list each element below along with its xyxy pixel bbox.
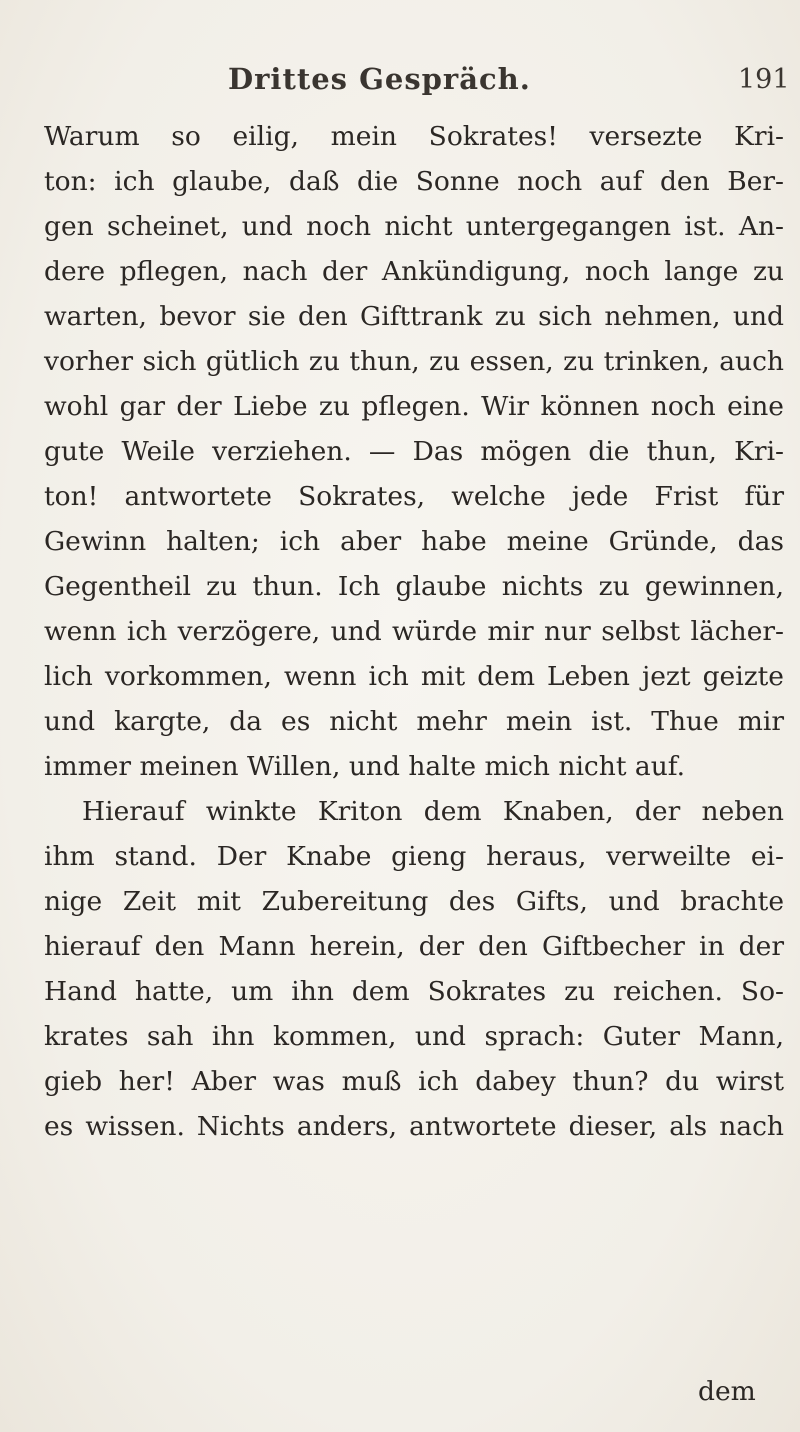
text-line: Warum so eilig, mein Sokrates! versezte Kri- [44,121,784,152]
text-line: es wissen. Nichts anders, antwortete dieser, als nach [44,1111,784,1142]
text-line: und kargte, da es nicht mehr mein ist. Thue mir [44,706,784,737]
text-line: Hierauf winkte Kriton dem Knaben, der neben [82,796,784,827]
text-line: Gegentheil zu thun. Ich glaube nichts zu gewinnen, [44,571,784,602]
text-line: nige Zeit mit Zubereitung des Gifts, und brachte [44,886,784,917]
text-line: hierauf den Mann herein, der den Giftbecher in der [44,931,784,962]
text-line: immer meinen Willen, und halte mich nicht auf. [44,751,686,782]
text-line: lich vorkommen, wenn ich mit dem Leben jezt geizte [44,661,784,692]
text-line: Hand hatte, um ihn dem Sokrates zu reichen. So- [44,976,784,1007]
text-line: ton: ich glaube, daß die Sonne noch auf den Ber- [44,166,784,197]
text-line: wenn ich verzögere, und würde mir nur selbst lächer- [44,616,784,647]
text-line: warten, bevor sie den Gifttrank zu sich nehmen, und [44,301,784,332]
running-head [0,62,800,102]
text-line: ton! antwortete Sokrates, welche jede Frist für [44,481,784,512]
text-line: krates sah ihn kommen, und sprach: Guter Mann, [44,1021,784,1052]
text-line: vorher sich gütlich zu thun, zu essen, zu trinken, auch [44,346,784,377]
page-number: 191 [738,64,790,95]
body-text [44,114,784,1149]
text-line: gieb her! Aber was muß ich dabey thun? du wirst [44,1066,784,1097]
text-line: gute Weile verziehen. — Das mögen die thun, Kri- [44,436,784,467]
text-line: ihm stand. Der Knabe gieng heraus, verweilte ei- [44,841,784,872]
text-line: dere pflegen, nach der Ankündigung, noch lange zu [44,256,784,287]
catchword: dem [698,1376,756,1407]
text-line: gen scheinet, und noch nicht untergegangen ist. An- [44,211,784,242]
running-title: Drittes Gespräch. [228,62,531,96]
text-line: wohl gar der Liebe zu pflegen. Wir können noch eine [44,391,784,422]
text-line: Gewinn halten; ich aber habe meine Gründe, das [44,526,784,557]
